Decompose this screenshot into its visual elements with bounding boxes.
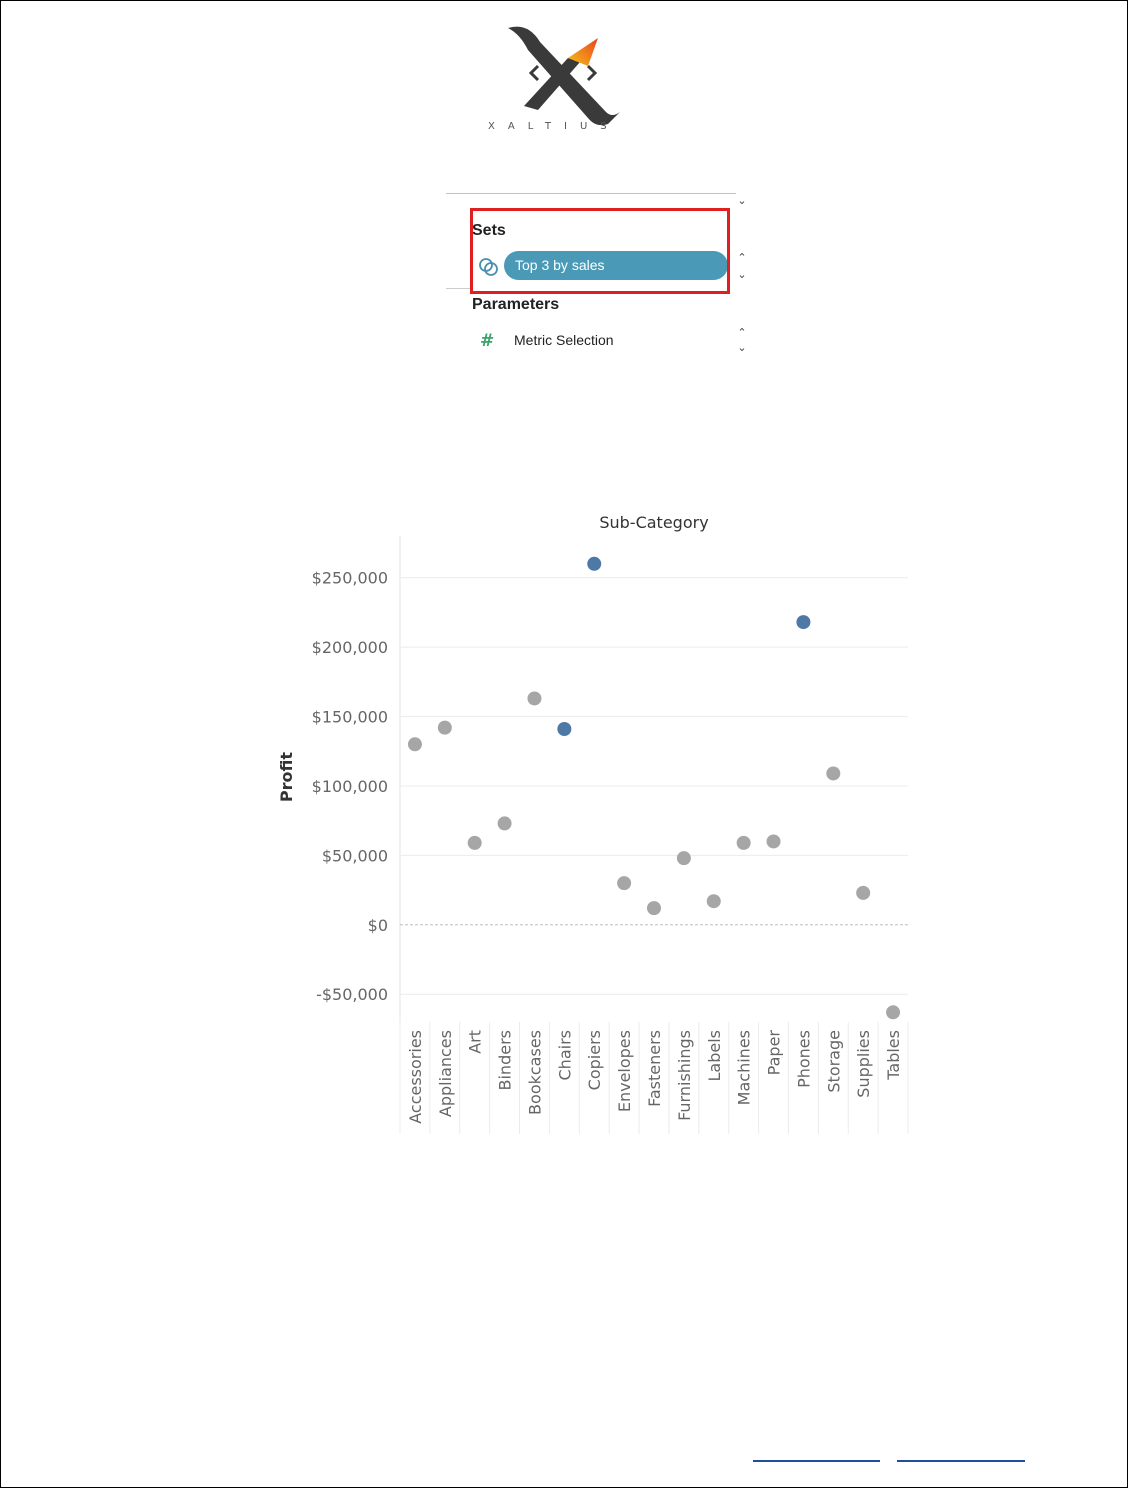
x-tick-label: Storage [824,1030,844,1093]
data-point-phones[interactable] [796,615,810,629]
data-pane [446,193,754,355]
data-point-accessories[interactable] [408,737,422,751]
x-tick-label: Machines [734,1030,754,1106]
x-tick-label: Appliances [435,1030,455,1118]
pane-divider [446,193,736,194]
data-point-bookcases[interactable] [527,691,541,705]
section-divider [446,288,470,289]
x-tick-label: Copiers [585,1030,605,1091]
data-point-binders[interactable] [498,816,512,830]
footer-link-2[interactable] [897,1460,1025,1462]
data-point-fasteners[interactable] [647,901,661,915]
data-point-chairs[interactable] [557,722,571,736]
highlight-box [470,208,730,294]
data-point-art[interactable] [468,836,482,850]
scroll-up-icon[interactable]: ⌃ [737,251,747,264]
hash-icon: # [480,331,495,351]
data-point-supplies[interactable] [856,886,870,900]
y-axis-label: Profit [277,751,296,803]
x-tick-label: Envelopes [615,1030,635,1113]
data-point-labels[interactable] [707,894,721,908]
x-tick-label: Tables [884,1030,904,1080]
scroll-down-icon[interactable]: ⌄ [737,194,747,207]
scroll-down-icon[interactable]: ⌄ [737,268,747,281]
x-tick-label: Binders [495,1030,515,1091]
data-point-furnishings[interactable] [677,851,691,865]
x-tick-label: Labels [704,1030,724,1082]
data-point-paper[interactable] [767,834,781,848]
set-item-top3-by-sales[interactable]: Top 3 by sales [504,251,728,280]
x-tick-label: Furnishings [674,1030,694,1121]
scroll-up-icon[interactable]: ⌃ [737,326,747,339]
y-tick-label: $0 [367,915,388,935]
logo-wordmark: XALTIUS [488,121,620,132]
y-tick-label: $50,000 [321,846,388,866]
y-tick-label: $250,000 [311,568,388,588]
data-point-tables[interactable] [886,1005,900,1019]
data-point-appliances[interactable] [438,721,452,735]
x-tick-label: Bookcases [525,1030,545,1115]
footer-link-1[interactable] [753,1460,880,1462]
parameters-heading: Parameters [472,296,560,313]
data-point-machines[interactable] [737,836,751,850]
data-point-envelopes[interactable] [617,876,631,890]
y-tick-label: $200,000 [311,638,388,658]
parameter-metric-selection[interactable]: Metric Selection [514,332,614,348]
x-tick-label: Fasteners [645,1030,664,1107]
y-tick-label: -$50,000 [316,985,388,1005]
x-tick-label: Chairs [555,1030,575,1081]
profit-by-subcategory-chart [270,500,930,1150]
x-tick-label: Phones [794,1030,814,1088]
chart-title: Sub-Category [599,513,709,532]
x-tick-label: Art [465,1030,485,1054]
x-tick-label: Accessories [405,1030,425,1124]
y-tick-label: $100,000 [311,776,388,796]
data-point-storage[interactable] [826,766,840,780]
y-tick-label: $150,000 [311,707,388,727]
sets-heading: Sets [472,222,506,239]
x-tick-label: Supplies [854,1030,874,1098]
scroll-down-icon[interactable]: ⌄ [737,341,747,354]
data-point-copiers[interactable] [587,557,601,571]
x-tick-label: Paper [764,1030,784,1076]
